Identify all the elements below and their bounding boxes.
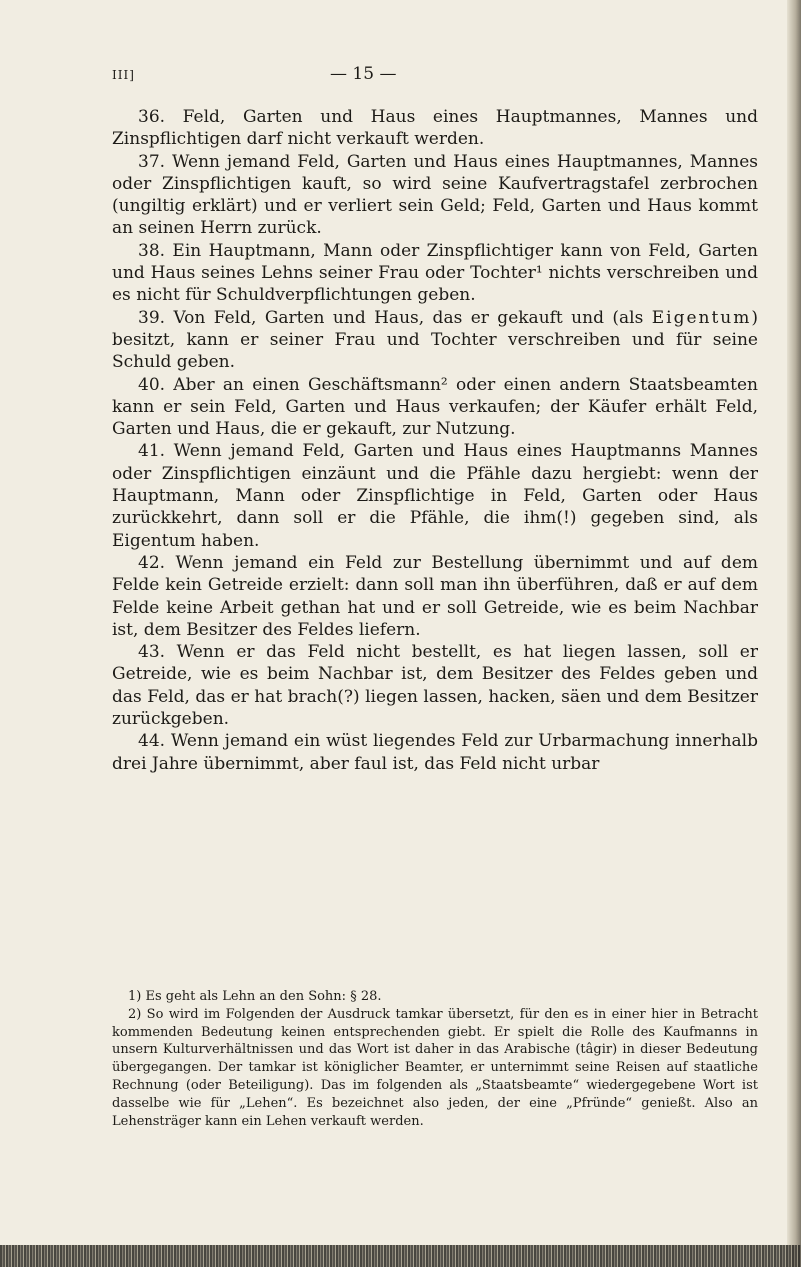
paragraph-41: 41. Wenn jemand Feld, Garten und Haus eines Hauptmanns Mannes oder Zinspflichtigen einzäunt und die Pfähle dazu hergiebt: wenn der Hauptmann, Mann oder Zinspflichtige in Feld, Garten oder Haus zurückkehrt, dann soll er die Pfähle, die ihm(!) gegeben sind, als Eigentum haben. — [112, 441, 758, 551]
paragraph-40: 40. Aber an einen Geschäftsmann² oder einen andern Staatsbeamten kann er sein Feld, Garten und Haus verkaufen; der Käufer erhält Feld, Garten und Haus, die er gekauft, zur Nutzung. — [112, 374, 758, 440]
section-marker: III] — [112, 68, 135, 82]
paragraph-42: 42. Wenn jemand ein Feld zur Bestellung übernimmt und auf dem Felde kein Getreide erzielt: dann soll man ihn überführen, daß er auf dem Felde keine Arbeit gethan hat und er soll Getreide, wie es beim Nachbar ist, dem Besitzer des Feldes liefern. — [112, 552, 758, 640]
paragraph-43: 43. Wenn er das Feld nicht bestellt, es hat liegen lassen, soll er Getreide, wie es beim Nachbar ist, dem Besitzer des Feldes geben und das Feld, das er hat brach(?) liegen lassen, hacken, säen und dem Besitzer zurückgeben. — [112, 642, 758, 730]
paragraph-44: 44. Wenn jemand ein wüst liegendes Feld zur Urbarmachung innerhalb drei Jahre übernimmt, aber faul ist, das Feld nicht urbar — [112, 731, 758, 774]
page-number: — 15 — — [330, 64, 397, 84]
footnote-1: 1) Es geht als Lehn an den Sohn: § 28. — [128, 989, 382, 1004]
paragraph-38: 38. Ein Hauptmann, Mann oder Zinspflichtiger kann von Feld, Garten und Haus seines Lehns seiner Frau oder Tochter¹ nichts verschreiben und es nicht für Schuldverpflichtungen geben. — [112, 240, 758, 306]
footnote-2: 2) So wird im Folgenden der Ausdruck tamkar übersetzt, für den es in einer hier in Betracht kommenden Bedeutung keinen entsprechenden giebt. Er spielt die Rolle des Kaufmanns in unsern Kulturverhältnissen und das Wort ist daher in das Arabische (tâgir) in dieser Bedeutung übergegangen. Der tamkar ist königlicher Beamter, er unternimmt seine Reisen auf staatliche Rechnung (oder Beteiligung). Das im folgenden als „Staatsbeamte“ wiedergegebene Wort ist dasselbe wie für „Lehen“. Es bezeichnet also jeden, der eine „Pfründe“ genießt. Also an Lehensträger kann ein Lehen verkauft werden. — [112, 1006, 758, 1129]
paragraph-37: 37. Wenn jemand Feld, Garten und Haus eines Hauptmannes, Mannes oder Zinspflichtigen kauft, so wird seine Kaufvertragstafel zerbrochen (ungiltig erklärt) und er verliert sein Geld; Feld, Garten und Haus kommt an seinen Herrn zurück. — [112, 151, 758, 239]
scan-bottom-edge — [0, 1245, 801, 1267]
emphasis-eigentum: Eigentum — [651, 307, 752, 328]
paragraph-39-end: ) besitzt, kann er seiner Frau und Tochter verschreiben und für seine Schuld geben. — [112, 307, 758, 373]
paragraph-36: 36. Feld, Garten und Haus eines Hauptmannes, Mannes und Zinspflichtigen darf nicht verkauft werden. — [112, 107, 758, 150]
paragraph-39-start: 39. Von Feld, Garten und Haus, das er gekauft und (als — [138, 307, 652, 328]
footnotes — [112, 988, 758, 1130]
main-text — [112, 106, 758, 775]
page-header — [112, 64, 752, 94]
page-spine-edge — [787, 0, 801, 1267]
paragraph-39 — [112, 307, 758, 374]
